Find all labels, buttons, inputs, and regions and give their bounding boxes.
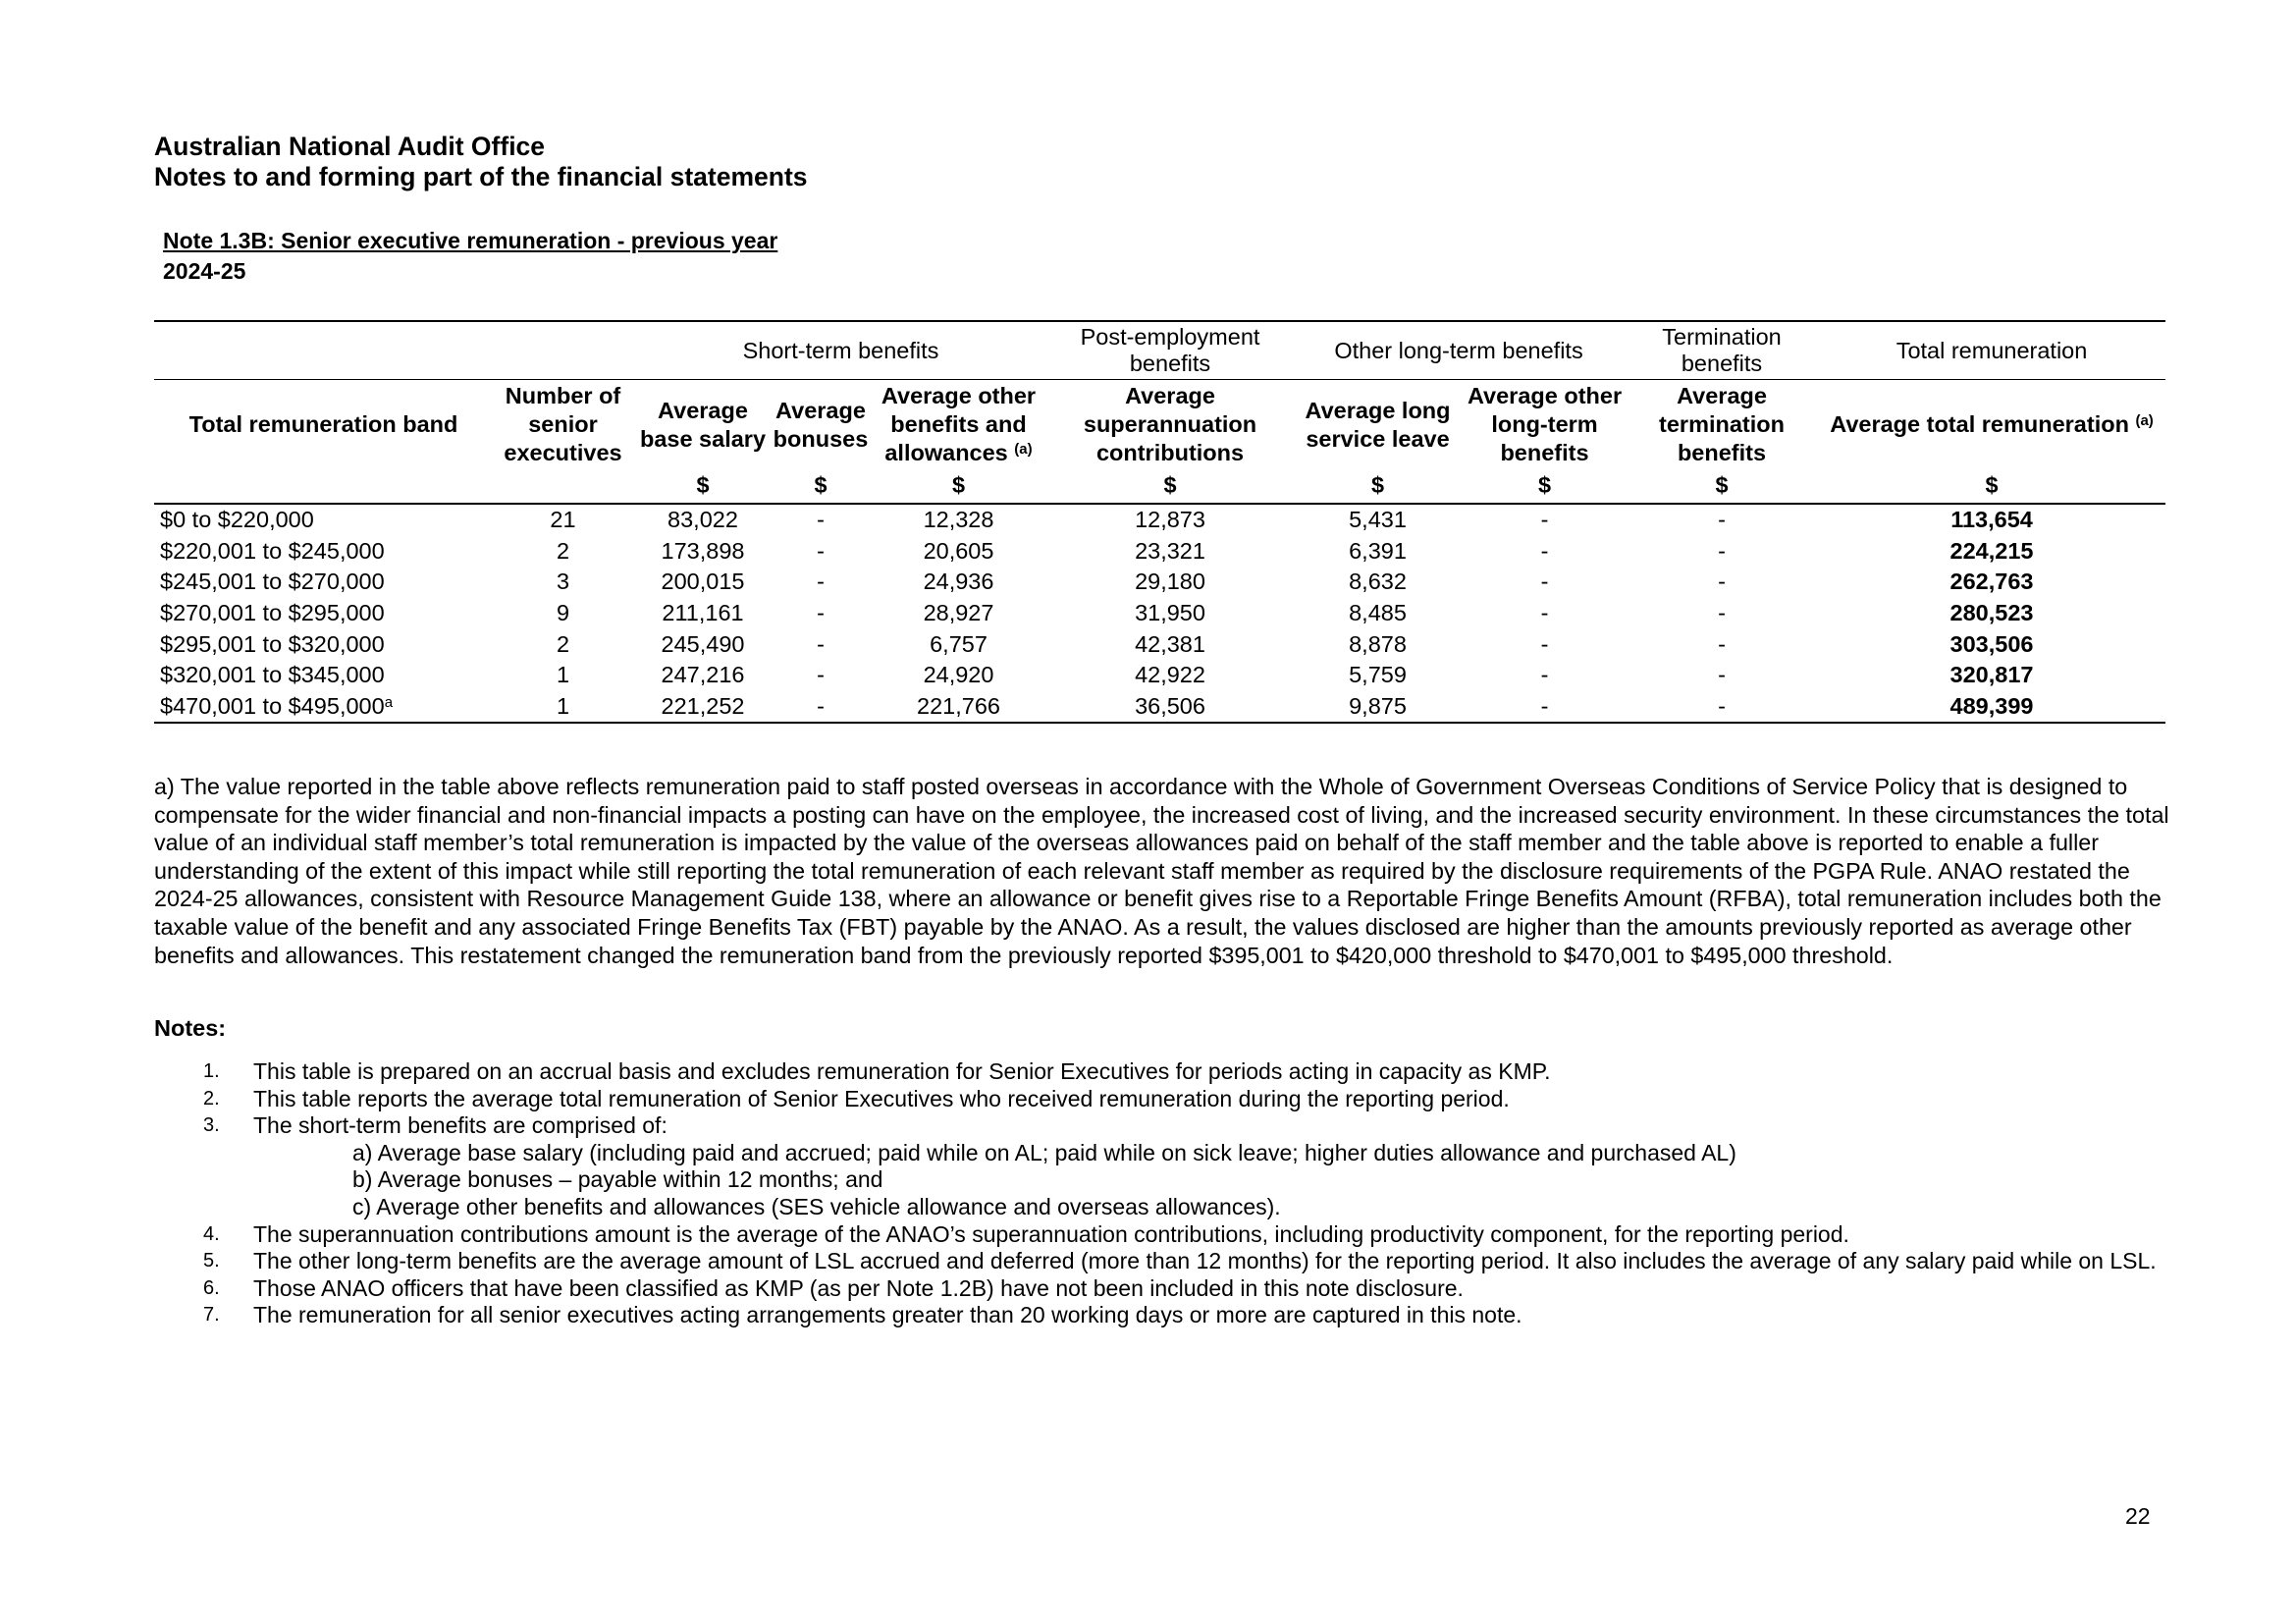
cell-other-benefits: 221,766 — [869, 691, 1048, 724]
cell-total: 280,523 — [1949, 600, 2034, 626]
cell-other-long-term: - — [1540, 507, 1549, 533]
table-row — [154, 691, 2165, 724]
col-bonuses: Average bonuses — [773, 380, 869, 468]
list-item-text: The remuneration for all senior executives acting arrangements greater than 20 working days or more are captured in this note. — [253, 1302, 1522, 1328]
cell-other-long-term: - — [1540, 630, 1549, 657]
cell-superannuation: 23,321 — [1135, 537, 1205, 564]
cell-other-long-term: - — [1540, 568, 1549, 595]
cell-total: 489,399 — [1818, 691, 2165, 724]
group-header-row — [154, 321, 2165, 380]
remuneration-table — [154, 320, 2165, 724]
list-item — [154, 1221, 2176, 1249]
table-row — [154, 504, 2165, 536]
cell-total: 303,506 — [1949, 630, 2034, 657]
cell-long-service-leave: 5,431 — [1349, 507, 1407, 533]
table-body — [154, 504, 2165, 723]
currency-symbol: $ — [1818, 467, 2165, 504]
group-other-long-term: Other long-term benefits — [1292, 321, 1626, 380]
table-row — [154, 567, 2165, 598]
list-item — [154, 1086, 2176, 1113]
band-label: $295,001 to $320,000 — [160, 630, 385, 657]
cell-superannuation: 12,873 — [1135, 507, 1205, 533]
list-item — [154, 1112, 2176, 1140]
cell-other-long-term: - — [1540, 600, 1549, 626]
group-termination: Termination benefits — [1626, 321, 1818, 380]
sub-list-item: c) Average other benefits and allowances (SES vehicle allowance and overseas allowances). — [352, 1193, 1281, 1219]
group-post-employment: Post-employment benefits — [1048, 321, 1292, 380]
list-item-number: 2. — [203, 1087, 220, 1110]
cell-bonuses: - — [817, 568, 825, 595]
cell-long-service-leave: 6,391 — [1349, 537, 1407, 564]
list-item — [154, 1302, 2176, 1329]
band-label: $0 to $220,000 — [160, 507, 314, 533]
organisation-name: Australian National Audit Office — [154, 132, 546, 161]
cell-superannuation: 42,381 — [1135, 630, 1205, 657]
cell-termination: - — [1718, 630, 1726, 657]
cell-termination: - — [1718, 507, 1726, 533]
cell-band — [154, 628, 493, 660]
cell-other-long-term: - — [1540, 662, 1549, 688]
cell-band — [154, 504, 493, 536]
list-item-number: 4. — [203, 1222, 220, 1245]
cell-bonuses: - — [817, 507, 825, 533]
note-title: Note 1.3B: Senior executive remuneration - previous year — [163, 228, 778, 253]
cell-band — [154, 536, 493, 568]
list-item-text: The other long-term benefits are the average amount of LSL accrued and deferred (more than 12 months) for the reporting period. It also includes the average of any salary paid while on LSL. — [253, 1248, 2157, 1274]
col-other-benefits-label: Average other benefits and allowances — [881, 383, 1037, 465]
cell-total: 320,817 — [1949, 662, 2034, 688]
cell-band — [154, 598, 493, 629]
cell-bonuses: - — [817, 662, 825, 688]
col-other-long-term: Average other long-term benefits — [1464, 380, 1626, 468]
list-item-number: 6. — [203, 1276, 220, 1299]
cell-total: 113,654 — [1950, 507, 2033, 533]
document-subtitle: Notes to and forming part of the financial statements — [154, 162, 808, 191]
notes-list — [154, 1058, 2176, 1329]
col-superannuation: Average superannuation contributions — [1048, 380, 1292, 468]
column-header-row — [154, 380, 2165, 468]
cell-long-service-leave: 8,632 — [1349, 568, 1407, 595]
cell-long-service-leave: 8,878 — [1349, 630, 1407, 657]
cell-number: 1 — [493, 691, 633, 724]
cell-other-long-term: - — [1464, 691, 1626, 724]
cell-total: 262,763 — [1949, 568, 2034, 595]
list-item-number: 1. — [203, 1060, 220, 1082]
cell-superannuation: 42,922 — [1135, 662, 1205, 688]
band-label: $320,001 to $345,000 — [160, 662, 385, 688]
currency-symbol: $ — [1464, 467, 1626, 504]
cell-other-long-term: - — [1540, 537, 1549, 564]
col-number: Number of senior executives — [493, 380, 633, 468]
cell-base-salary: 245,490 — [661, 630, 745, 657]
cell-band — [154, 567, 493, 598]
cell-other-benefits: 24,920 — [923, 662, 994, 688]
cell-number: 9 — [556, 600, 570, 626]
band-label: $220,001 to $245,000 — [160, 537, 385, 564]
footnote-a: a) The value reported in the table above reflects remuneration paid to staff posted overseas in accordance with the Whole of Government Overseas Conditions of Service Policy that is designed to compensate for the wider financial and non-financial impacts a posting can have on the employee, the increased cost of living, and the increased security environment. In these circumstances the total value of an individual staff member’s total remuneration is impacted by the value of the overseas allowances paid on behalf of the staff member and the table above is reported to enable a fuller understanding of the extent of this impact while still reporting the total remuneration of each relevant staff member as required by the disclosure requirements of the PGPA Rule. ANAO restated the 2024-25 allowances, consistent with Resource Management Guide 138, where an allowance or benefit gives rise to a Reportable Fringe Benefits Amount (RFBA), total remuneration includes both the taxable value of the benefit and any associated Fringe Benefits Tax (FBT) payable by the ANAO. As a result, the values disclosed are higher than the amounts previously reported as average other benefits and allowances. This restatement changed the remuneration band from the previously reported $395,001 to $420,000 threshold to $470,001 to $495,000 threshold. — [154, 774, 2169, 968]
list-item-text: Those ANAO officers that have been classified as KMP (as per Note 1.2B) have not been included in this note disclosure. — [253, 1274, 1464, 1301]
cell-base-salary: 200,015 — [661, 568, 745, 595]
col-long-service-leave: Average long service leave — [1292, 380, 1464, 468]
table-row — [154, 536, 2165, 568]
cell-base-salary: 173,898 — [661, 537, 745, 564]
currency-row — [154, 467, 2165, 504]
cell-other-benefits: 20,605 — [923, 537, 994, 564]
cell-bonuses: - — [817, 537, 825, 564]
cell-bonuses: - — [817, 600, 825, 626]
cell-termination: - — [1718, 568, 1726, 595]
list-item-text: The superannuation contributions amount is the average of the ANAO’s superannuation contributions, including productivity component, for the reporting period. — [253, 1220, 1849, 1247]
band-label: $470,001 to $495,000 — [160, 692, 385, 719]
cell-superannuation: 29,180 — [1135, 568, 1205, 595]
page-number: 22 — [2125, 1503, 2151, 1529]
cell-termination: - — [1718, 537, 1726, 564]
cell-number: 3 — [556, 568, 570, 595]
cell-band — [154, 660, 493, 691]
list-item — [154, 1058, 2176, 1086]
cell-number: 2 — [556, 537, 570, 564]
cell-bonuses: - — [773, 691, 869, 724]
cell-termination: - — [1718, 662, 1726, 688]
col-band: Total remuneration band — [154, 380, 493, 468]
currency-symbol: $ — [1048, 467, 1292, 504]
list-item — [154, 1248, 2176, 1275]
list-item-number: 7. — [203, 1304, 220, 1326]
footnote-ref: a — [384, 693, 394, 711]
cell-number: 21 — [550, 507, 576, 533]
list-item-text: This table is prepared on an accrual basis and excludes remuneration for Senior Executives for periods acting in capacity as KMP. — [253, 1058, 1551, 1084]
cell-long-service-leave: 8,485 — [1349, 600, 1407, 626]
cell-other-benefits: 24,936 — [923, 568, 994, 595]
table-row — [154, 598, 2165, 629]
cell-base-salary: 247,216 — [661, 662, 745, 688]
band-label: $270,001 to $295,000 — [160, 600, 385, 626]
band-label: $245,001 to $270,000 — [160, 568, 385, 595]
list-item-text: The short-term benefits are comprised of: — [253, 1112, 667, 1139]
col-base-salary: Average base salary — [633, 380, 773, 468]
currency-symbol: $ — [633, 467, 773, 504]
sub-list-item: b) Average bonuses – payable within 12 months; and — [352, 1166, 883, 1193]
currency-symbol: $ — [1292, 467, 1464, 504]
note-year: 2024-25 — [163, 258, 246, 284]
table-row — [154, 660, 2165, 691]
cell-termination: - — [1718, 600, 1726, 626]
col-total-label: Average total remuneration — [1830, 411, 2129, 437]
cell-band — [154, 691, 493, 724]
currency-symbol: $ — [1626, 467, 1818, 504]
currency-symbol: $ — [869, 467, 1048, 504]
cell-base-salary: 211,161 — [662, 600, 744, 626]
footnote-ref: (a) — [2135, 412, 2154, 429]
col-other-benefits — [869, 380, 1048, 468]
cell-superannuation: 36,506 — [1048, 691, 1292, 724]
cell-base-salary: 221,252 — [633, 691, 773, 724]
group-total: Total remuneration — [1818, 321, 2165, 380]
list-item — [154, 1275, 2176, 1303]
document-header — [154, 132, 808, 192]
cell-number: 2 — [556, 630, 570, 657]
currency-symbol: $ — [773, 467, 869, 504]
cell-long-service-leave: 9,875 — [1292, 691, 1464, 724]
list-item-number: 3. — [203, 1114, 220, 1137]
cell-base-salary: 83,022 — [667, 507, 738, 533]
col-total — [1818, 380, 2165, 468]
cell-total: 224,215 — [1949, 537, 2034, 564]
list-item-number: 5. — [203, 1250, 220, 1272]
group-short-term: Short-term benefits — [633, 321, 1048, 380]
footnote-ref: (a) — [1014, 441, 1033, 458]
cell-long-service-leave: 5,759 — [1349, 662, 1407, 688]
notes-heading: Notes: — [154, 1015, 227, 1041]
cell-other-benefits: 12,328 — [923, 507, 994, 533]
cell-bonuses: - — [817, 630, 825, 657]
sub-list-item: a) Average base salary (including paid and accrued; paid while on AL; paid while on sick leave; higher duties allowance and purchased AL) — [352, 1139, 1736, 1165]
cell-other-benefits: 6,757 — [930, 630, 988, 657]
list-item-text: This table reports the average total remuneration of Senior Executives who received remuneration during the reporting period. — [253, 1085, 1510, 1111]
col-termination: Average termination benefits — [1626, 380, 1818, 468]
table-row — [154, 628, 2165, 660]
cell-superannuation: 31,950 — [1135, 600, 1205, 626]
cell-number: 1 — [556, 662, 570, 688]
cell-termination: - — [1626, 691, 1818, 724]
cell-other-benefits: 28,927 — [923, 600, 994, 626]
